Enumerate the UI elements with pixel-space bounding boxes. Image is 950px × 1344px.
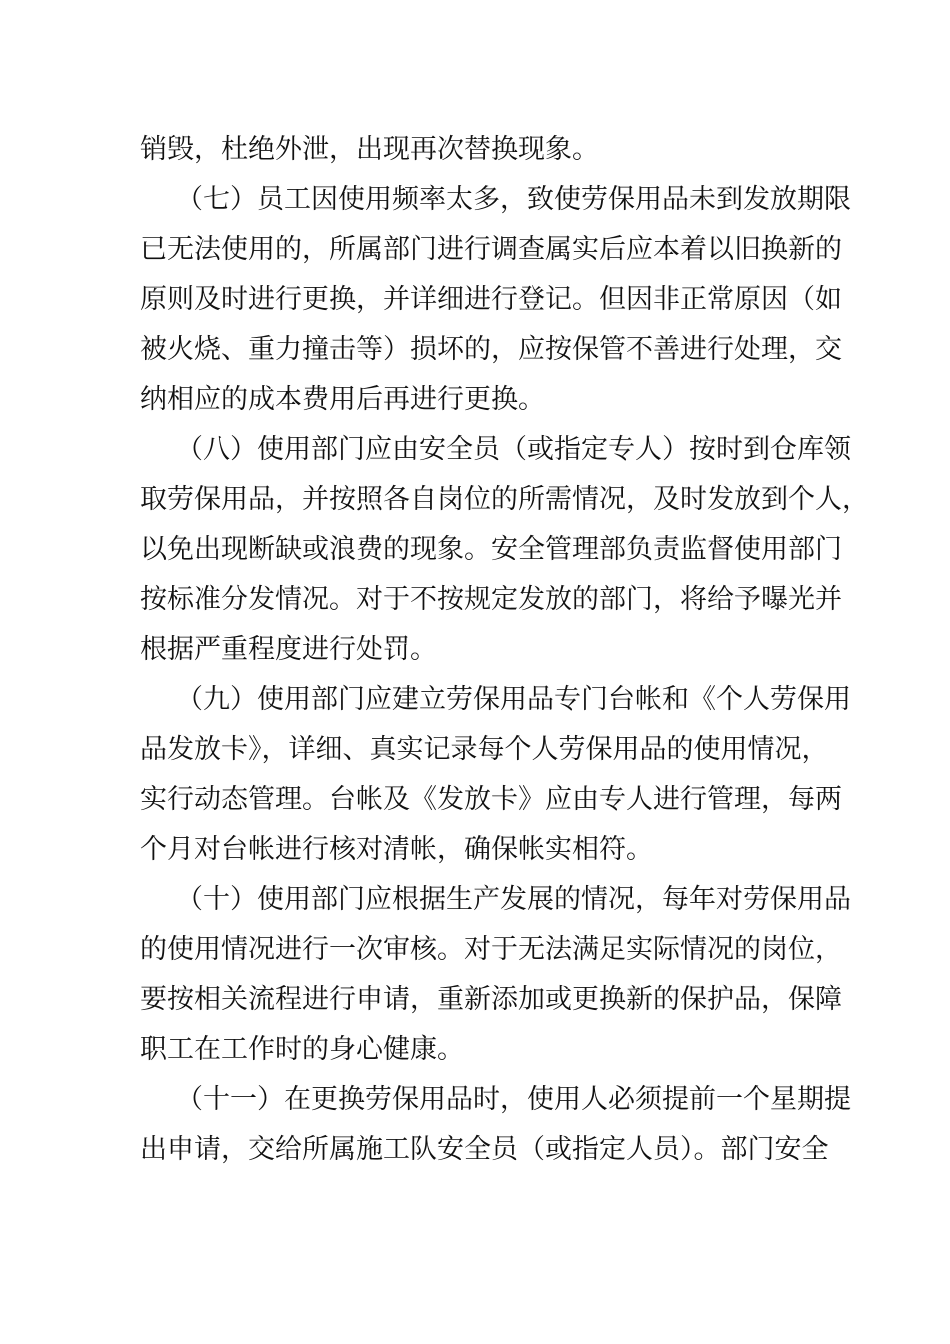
paragraph-9-start: （九）使用部门应建立劳保用品专门台帐和《个人劳保用	[176, 684, 851, 715]
text-line: 原则及时进行更换，并详细进行登记。但因非正常原因（如	[140, 284, 842, 315]
text-line: 要按相关流程进行申请，重新添加或更换新的保护品，保障	[140, 984, 842, 1015]
text-line: 实行动态管理。台帐及《发放卡》应由专人进行管理，每两	[140, 784, 842, 815]
text-line: 根据严重程度进行处罚。	[140, 634, 437, 665]
text-line: 取劳保用品，并按照各自岗位的所需情况，及时发放到个人，	[140, 484, 869, 515]
text-line: 以免出现断缺或浪费的现象。安全管理部负责监督使用部门	[140, 534, 842, 565]
text-line: 职工在工作时的身心健康。	[140, 1034, 464, 1065]
text-line: 已无法使用的，所属部门进行调查属实后应本着以旧换新的	[140, 234, 842, 265]
text-line: 被火烧、重力撞击等）损坏的，应按保管不善进行处理，交	[140, 334, 842, 365]
text-line: 销毁，杜绝外泄，出现再次替换现象。	[140, 134, 599, 165]
paragraph-7-start: （七）员工因使用频率太多，致使劳保用品未到发放期限	[176, 184, 851, 215]
text-line: 品发放卡》，详细、真实记录每个人劳保用品的使用情况，	[140, 734, 829, 765]
paragraph-8-start: （八）使用部门应由安全员（或指定专人）按时到仓库领	[176, 434, 851, 465]
text-line: 的使用情况进行一次审核。对于无法满足实际情况的岗位，	[140, 934, 842, 965]
paragraph-10-start: （十）使用部门应根据生产发展的情况，每年对劳保用品	[176, 884, 851, 915]
text-line: 个月对台帐进行核对清帐，确保帐实相符。	[140, 834, 653, 865]
text-line: 按标准分发情况。对于不按规定发放的部门，将给予曝光并	[140, 584, 842, 615]
text-line: 出申请，交给所属施工队安全员（或指定人员）。部门安全	[140, 1134, 829, 1165]
paragraph-11-start: （十一）在更换劳保用品时，使用人必须提前一个星期提	[176, 1084, 851, 1115]
text-line: 纳相应的成本费用后再进行更换。	[140, 384, 545, 415]
